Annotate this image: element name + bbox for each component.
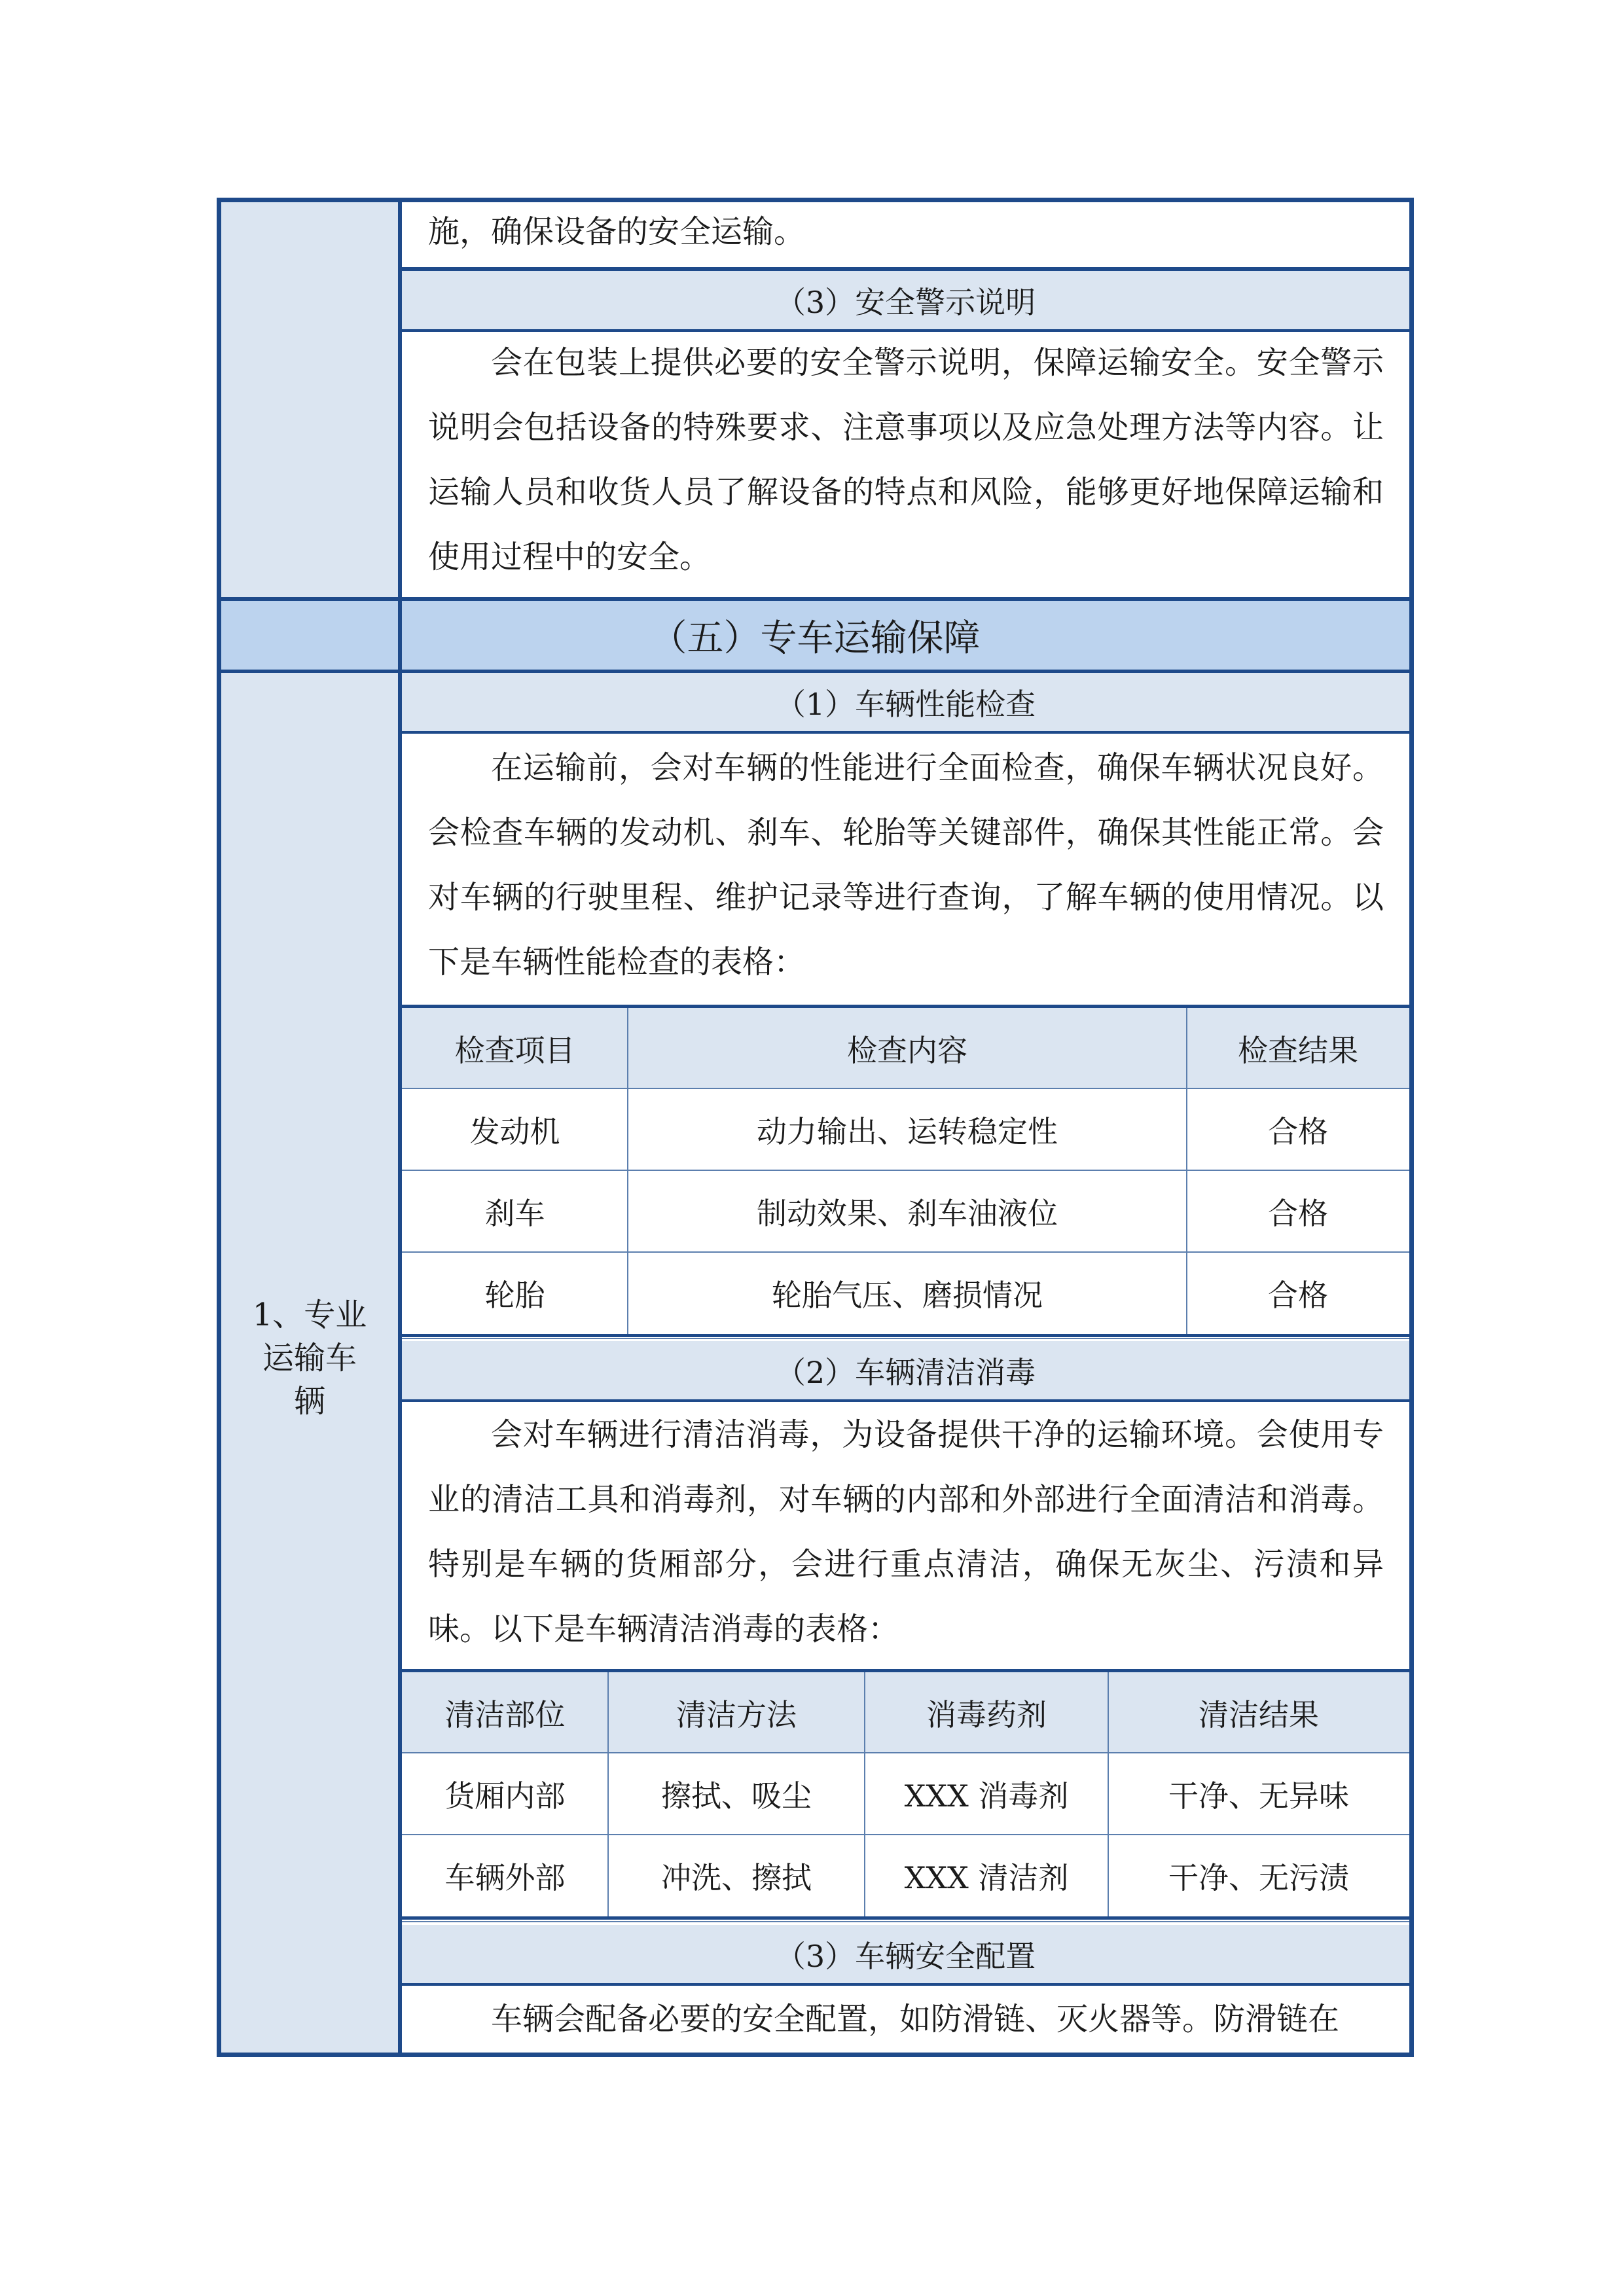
table-top-border [402, 1005, 1409, 1008]
table-row-line [402, 1170, 1409, 1171]
perf-cell-text: 发动机 [469, 1113, 560, 1149]
perf-cell-text: 制动效果、刹车油液位 [757, 1195, 1058, 1231]
perf-table-cell [402, 1088, 628, 1170]
clean-cell-text: XXX 清洁剂 [904, 1859, 1069, 1895]
paragraph-warning [428, 331, 1384, 590]
perf-table-header-cell [1187, 1008, 1409, 1088]
left-label-line-1: 1、专业 [252, 1297, 367, 1333]
perf-table-cell [402, 1252, 628, 1334]
perf-header-result: 检查结果 [1238, 1032, 1358, 1068]
perf-table-header-cell [628, 1008, 1187, 1088]
clean-header-result: 清洁结果 [1199, 1696, 1319, 1732]
table-col-line [864, 1672, 865, 1916]
clean-header-method: 清洁方法 [676, 1696, 797, 1732]
table-row-line [402, 1251, 1409, 1253]
perf-cell-text: 刹车 [484, 1195, 545, 1231]
row-divider [402, 731, 1409, 734]
perf-header-content: 检查内容 [847, 1032, 967, 1068]
left-label-line-3: 辆 [293, 1383, 325, 1420]
clean-table-header-cell [402, 1672, 608, 1753]
clean-table-cell [1108, 1835, 1409, 1916]
clean-table-cell [402, 1753, 608, 1835]
left-label-special-vehicle [221, 1270, 398, 1446]
table-col-line [1108, 1672, 1109, 1916]
perf-cell-text: 轮胎气压、磨损情况 [772, 1277, 1043, 1313]
paragraph-cleaning [428, 1403, 1384, 1662]
paragraph-safety-text: 车辆会配备必要的安全配置，如防滑链、灭火器等。防滑链在 [491, 2001, 1340, 2037]
clean-table-cell [1108, 1753, 1409, 1835]
subsection-title-performance: （1）车辆性能检查 [775, 686, 1036, 722]
perf-table-cell [1187, 1170, 1409, 1252]
row-divider-thin [402, 1921, 1409, 1922]
row-divider [402, 1399, 1409, 1402]
row-divider [402, 329, 1409, 332]
left-label-line-2: 运输车 [262, 1340, 357, 1376]
table-row-line [402, 1834, 1409, 1835]
clean-table-cell [402, 1835, 608, 1916]
clean-cell-text: 干净、无污渍 [1168, 1859, 1349, 1895]
clean-table-cell [865, 1753, 1108, 1835]
table-top-border [402, 1669, 1409, 1672]
subsection-title-warning: （3）安全警示说明 [775, 284, 1036, 320]
table-bottom-border [402, 1334, 1409, 1337]
section-title: （五）专车运输保障 [650, 617, 981, 660]
left-column-divider [398, 202, 402, 2053]
perf-cell-text: 动力输出、运转稳定性 [757, 1113, 1058, 1149]
subsection-header-warning [402, 271, 1409, 329]
perf-cell-text: 合格 [1268, 1195, 1328, 1231]
row-divider-thin [402, 1338, 1409, 1339]
clean-table-header-cell [1108, 1672, 1409, 1753]
perf-table-cell [402, 1170, 628, 1252]
paragraph-continuation [428, 200, 1384, 265]
perf-table-cell [628, 1088, 1187, 1170]
subsection-title-cleaning: （2）车辆清洁消毒 [775, 1354, 1036, 1390]
table-bottom-border [402, 1916, 1409, 1920]
section-divider [221, 670, 1409, 673]
row-divider [402, 1983, 1409, 1986]
table-col-line [627, 1008, 628, 1334]
perf-table-cell [628, 1170, 1187, 1252]
clean-header-part: 清洁部位 [444, 1696, 566, 1732]
table-col-line [607, 1672, 609, 1916]
clean-table-cell [608, 1753, 865, 1835]
paragraph-cleaning-text: 会对车辆进行清洁消毒，为设备提供干净的运输环境。会使用专业的清洁工具和消毒剂，对车辆的内部和外部进行全面清洁和消毒。特别是车辆的货厢部分，会进行重点清洁，确保无灰尘、污渍和异味。以下是车辆清洁消毒的表格： [428, 1416, 1384, 1647]
clean-cell-text: 干净、无异味 [1168, 1778, 1349, 1814]
clean-table-cell [865, 1835, 1108, 1916]
paragraph-performance [428, 736, 1384, 995]
perf-cell-text: 合格 [1268, 1277, 1328, 1313]
subsection-header-safety [402, 1925, 1409, 1983]
perf-cell-text: 轮胎 [484, 1277, 545, 1313]
perf-table-header-cell [402, 1008, 628, 1088]
section-divider [221, 597, 1409, 601]
paragraph-warning-text: 会在包装上提供必要的安全警示说明，保障运输安全。安全警示说明会包括设备的特殊要求、注意事项以及应急处理方法等内容。让运输人员和收货人员了解设备的特点和风险，能够更好地保障运输和使用过程中的安全。 [428, 344, 1384, 575]
clean-header-agent: 消毒药剂 [926, 1696, 1047, 1732]
perf-cell-text: 合格 [1268, 1113, 1328, 1149]
clean-table-header-cell [865, 1672, 1108, 1753]
perf-header-item: 检查项目 [454, 1032, 575, 1068]
clean-cell-text: 货厢内部 [444, 1778, 566, 1814]
perf-table-cell [628, 1252, 1187, 1334]
subsection-title-safety: （3）车辆安全配置 [775, 1938, 1036, 1974]
perf-table-cell [1187, 1252, 1409, 1334]
row-divider [402, 267, 1409, 271]
clean-cell-text: 冲洗、擦拭 [661, 1859, 812, 1895]
left-column-top [221, 202, 398, 597]
perf-table-cell [1187, 1088, 1409, 1170]
subsection-header-cleaning [402, 1341, 1409, 1399]
clean-cell-text: XXX 消毒剂 [904, 1778, 1069, 1814]
table-row-line [402, 1088, 1409, 1089]
table-row-line [402, 1752, 1409, 1753]
clean-table-header-cell [608, 1672, 865, 1753]
subsection-header-performance [402, 673, 1409, 731]
table-col-line [1186, 1008, 1187, 1334]
clean-cell-text: 车辆外部 [444, 1859, 566, 1895]
paragraph-continuation-text: 施，确保设备的安全运输。 [428, 213, 806, 250]
paragraph-performance-text: 在运输前，会对车辆的性能进行全面检查，确保车辆状况良好。会检查车辆的发动机、刹车、轮胎等关键部件，确保其性能正常。会对车辆的行驶里程、维护记录等进行查询，了解车辆的使用情况。以下是车辆性能检查的表格： [428, 749, 1384, 980]
clean-cell-text: 擦拭、吸尘 [661, 1778, 812, 1814]
paragraph-safety [428, 1987, 1384, 2053]
clean-table-cell [608, 1835, 865, 1916]
